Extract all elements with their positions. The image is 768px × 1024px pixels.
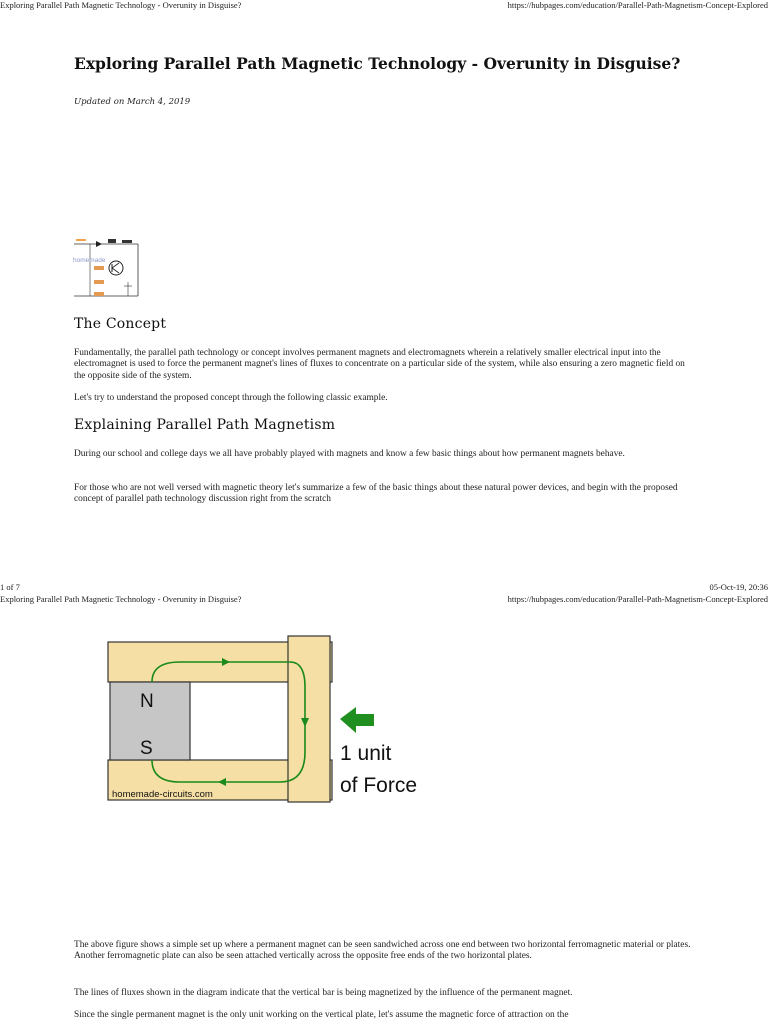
force-arrow-icon <box>340 707 374 733</box>
header-url[interactable]: https://hubpages.com/education/Parallel-Path-Magnetism-Concept-Explored <box>507 0 768 10</box>
heading-explaining-parallel-path: Explaining Parallel Path Magnetism <box>74 417 336 433</box>
updated-date: Updated on March 4, 2019 <box>74 97 191 107</box>
article-title: Exploring Parallel Path Magnetic Technology - Overunity in Disguise? <box>74 54 681 73</box>
paragraph-figure-3: Since the single permanent magnet is the only unit working on the vertical plate, let's assume the magnetic force of attraction on the <box>74 1010 569 1020</box>
thumbnail-watermark: homemade <box>73 257 106 264</box>
paragraph-explaining-1: During our school and college days we all have probably played with magnets and know a few basic things about how permanent magnets behave. <box>74 449 625 459</box>
north-pole-label: N <box>140 691 154 712</box>
paragraph-figure-1: The above figure shows a simple set up where a permanent magnet can be seen sandwiched across one end between two horizontal ferromagnetic material or plates. Another ferromagnetic plate can also be seen attached vertically across the opposite free ends of the two horizontal plates. <box>74 940 691 962</box>
circuit-thumbnail-image <box>72 236 142 306</box>
diagram-watermark: homemade-circuits.com <box>112 789 213 800</box>
paragraph-explaining-2: For those who are not well versed with magnetic theory let's summarize a few of the basic things about these natural power devices, and begin with the proposed concept of parallel path technology discussion right from the scratch <box>74 483 678 505</box>
paragraph-concept-2: Let's try to understand the proposed concept through the following classic example. <box>74 393 388 403</box>
header-url[interactable]: https://hubpages.com/education/Parallel-Path-Magnetism-Concept-Explored <box>507 594 768 604</box>
heading-the-concept: The Concept <box>74 316 167 332</box>
paragraph-concept-1: Fundamentally, the parallel path technology or concept involves permanent magnets and electromagnets wherein a relatively smaller electrical input into the electromagnet is used to force the permanent magnet's lines of fluxes to concentrate on a particular side of the system, while also ensuring a zero magnetic field on the opposite side of the system. <box>74 348 685 381</box>
vertical-ferromagnetic-plate <box>288 636 330 802</box>
print-footer-page1 <box>0 582 768 592</box>
south-pole-label: S <box>140 738 153 759</box>
page-number: 1 of 7 <box>0 582 20 592</box>
force-label-line1: 1 unit <box>340 742 392 765</box>
parallel-path-magnet-diagram <box>100 632 440 808</box>
header-title: Exploring Parallel Path Magnetic Technology - Overunity in Disguise? <box>0 0 242 10</box>
print-header-page2 <box>0 594 768 604</box>
paragraph-figure-2: The lines of fluxes shown in the diagram indicate that the vertical bar is being magnetized by the influence of the permanent magnet. <box>74 988 573 998</box>
force-label-line2: of Force <box>340 774 418 797</box>
print-header-page1 <box>0 0 768 10</box>
header-title: Exploring Parallel Path Magnetic Technology - Overunity in Disguise? <box>0 594 242 604</box>
print-timestamp: 05-Oct-19, 20:36 <box>709 582 768 592</box>
